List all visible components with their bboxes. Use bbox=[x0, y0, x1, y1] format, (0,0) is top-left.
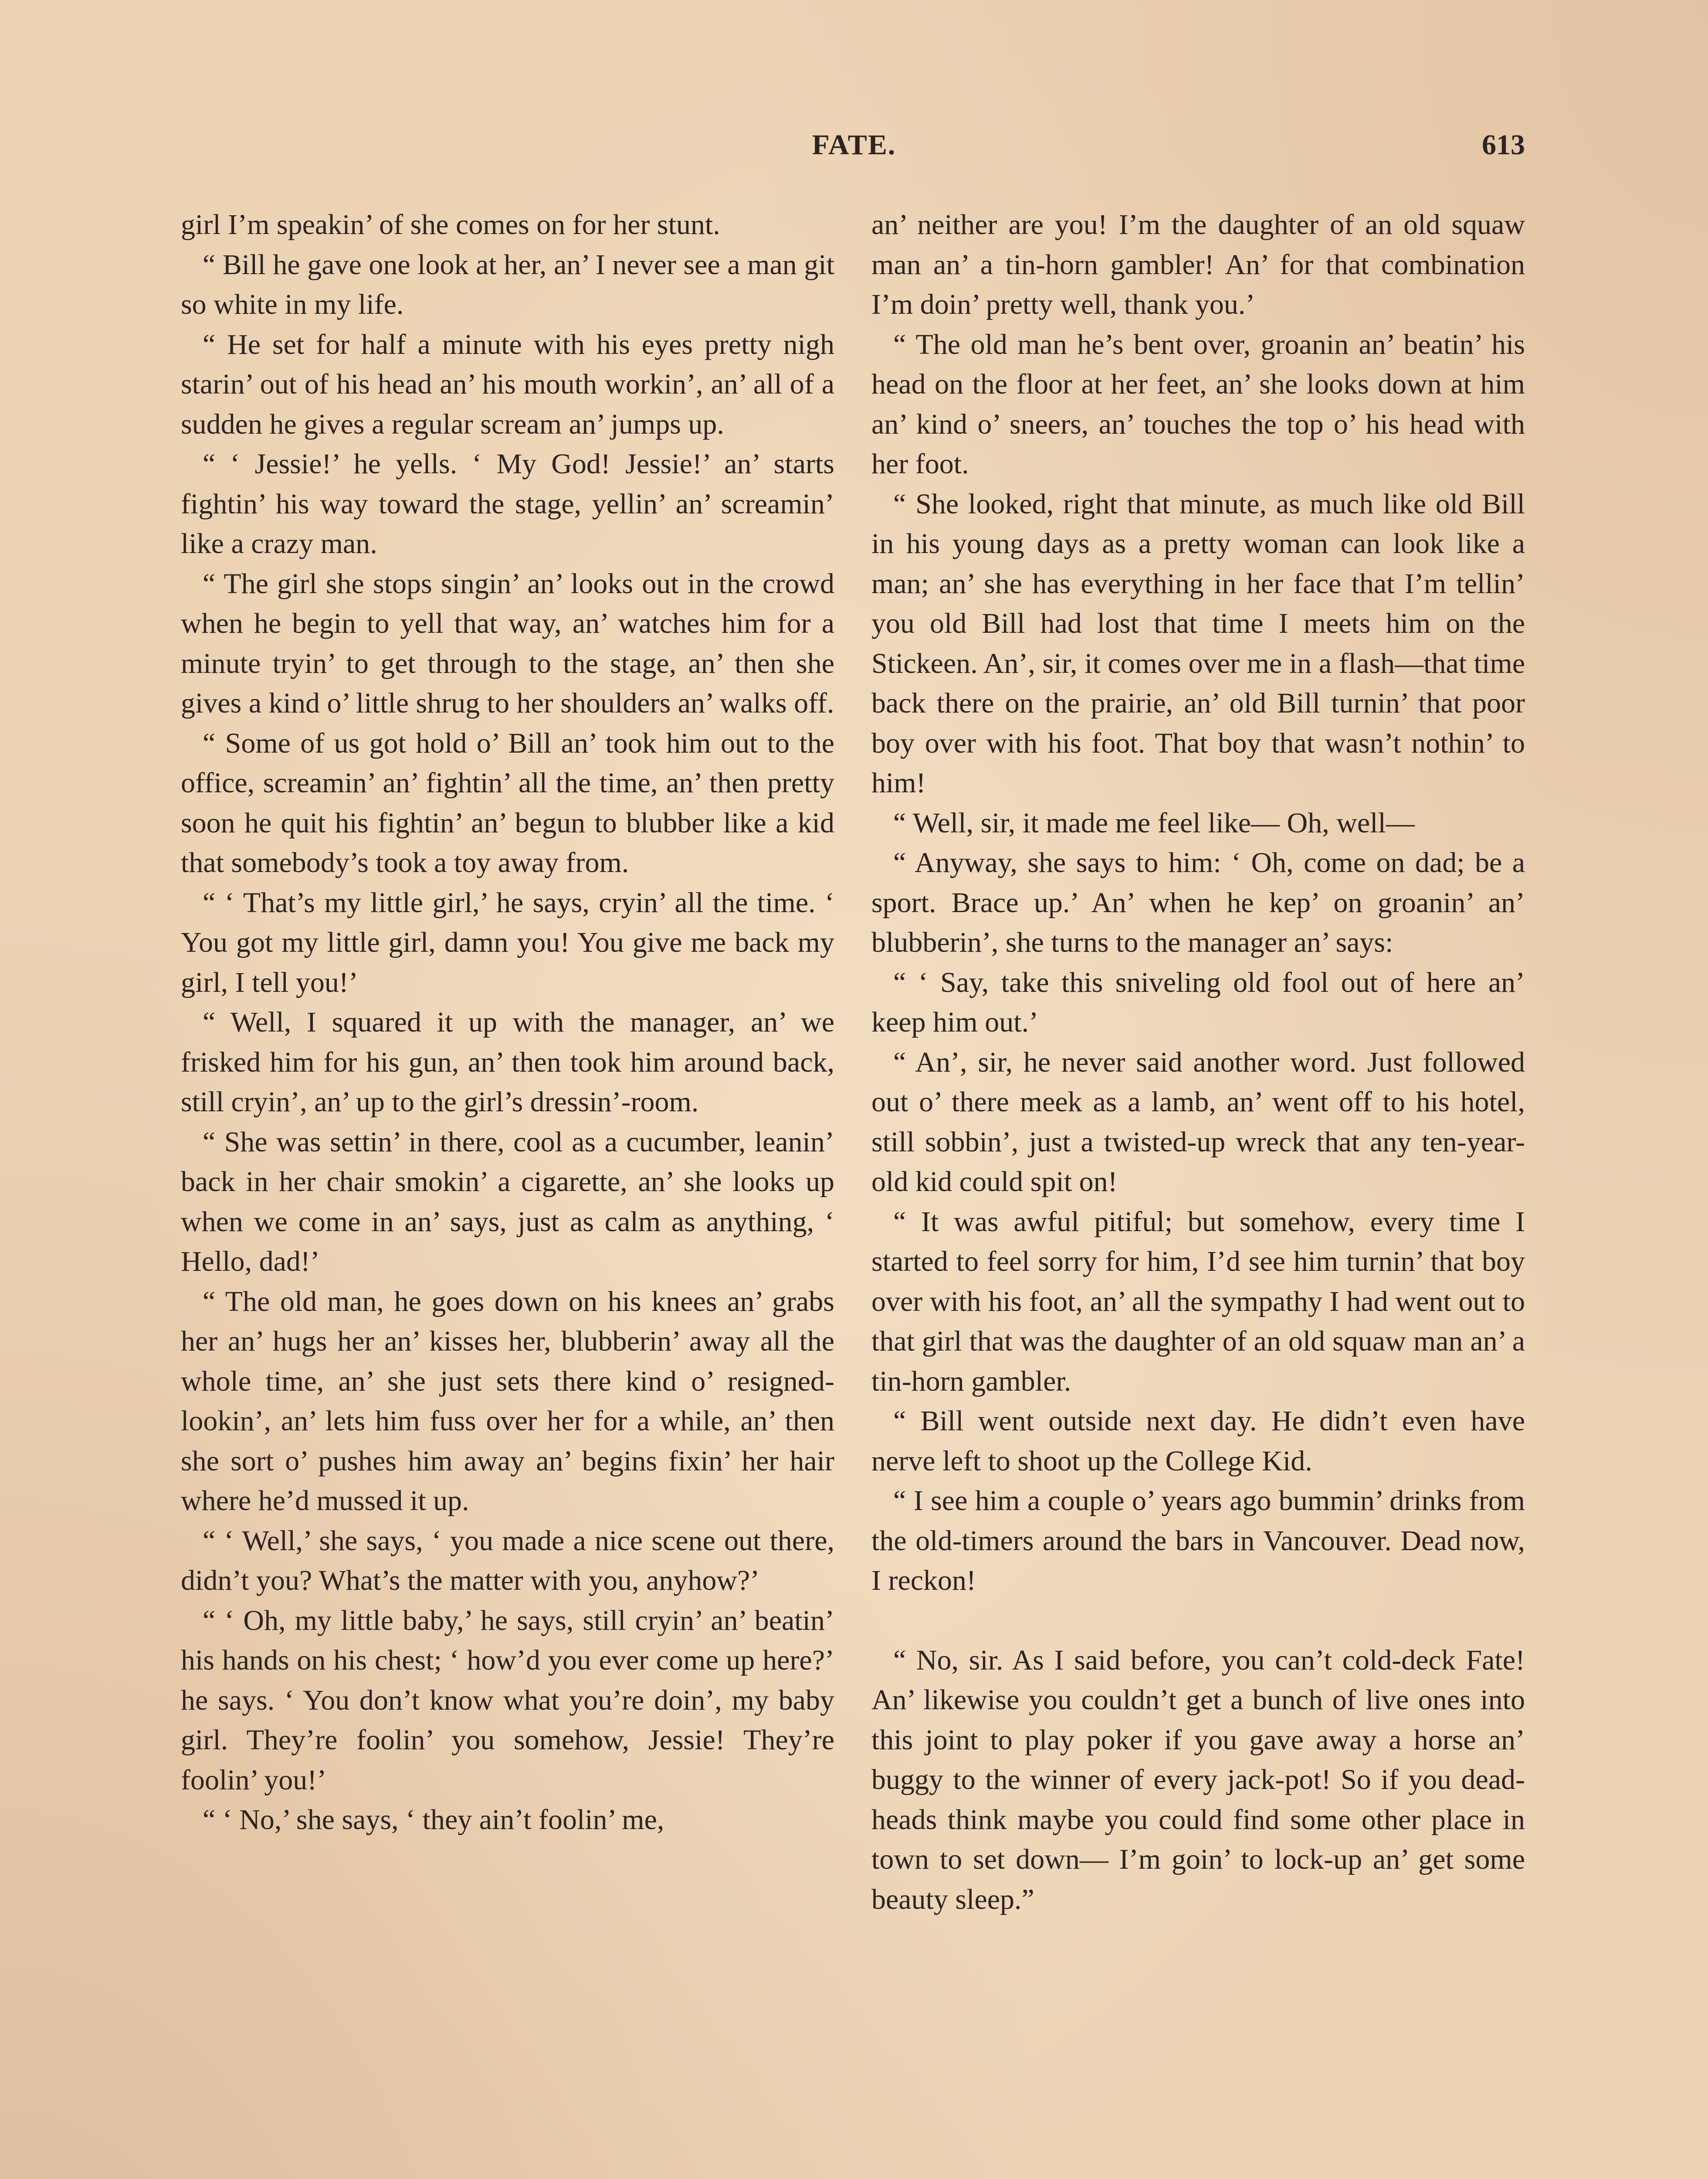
paragraph: an’ neither are you! I’m the daughter of an old squaw man an’ a tin-horn gambler! An’ for that combination I’m doin’ pretty well, thank you.’ bbox=[871, 209, 1525, 320]
paragraph: “ Well, I squared it up with the manager, an’ we frisked him for his gun, an’ then took him around back, still cryin’, an’ up to the girl’s dressin’-room. bbox=[181, 1006, 834, 1118]
paragraph: “ Some of us got hold o’ Bill an’ took him out to the office, screamin’ an’ fightin’ all the time, an’ then pretty soon he quit his fightin’ an’ begun to blubber like a kid that somebody’s took a toy away from. bbox=[181, 727, 834, 879]
paragraph: “ I see him a couple o’ years ago bummin’ drinks from the old-timers around the bars in Vancouver. Dead now, I reckon! bbox=[871, 1485, 1525, 1596]
paragraph: “ She was settin’ in there, cool as a cucumber, leanin’ back in her chair smokin’ a cigarette, an’ she looks up when we come in an’ says, just as calm as anything, ‘ Hello, dad!’ bbox=[181, 1126, 834, 1277]
paragraph: “ Bill went outside next day. He didn’t even have nerve left to shoot up the College Kid. bbox=[871, 1405, 1525, 1477]
paragraph: “ She looked, right that minute, as much like old Bill in his young days as a pretty woman can look like a man; an’ she has everything in her face that I’m tellin’ you old Bill had lost that time I meets him on the Stickeen. An’, sir, it comes over me in a flash—that time back there on the prairie, an’ old Bill turnin’ that poor boy over with his foot. That boy that wasn’t nothin’ to him! bbox=[871, 488, 1525, 799]
paragraph: “ Anyway, she says to him: ‘ Oh, come on dad; be a sport. Brace up.’ An’ when he kep’ on groanin’ an’ blubberin’, she turns to the manager an’ says: bbox=[871, 847, 1525, 958]
paragraph: “ ‘ No,’ she says, ‘ they ain’t foolin’ me, bbox=[203, 1804, 664, 1836]
paragraph: “ Well, sir, it made me feel like— Oh, well— bbox=[893, 807, 1415, 839]
paragraph: “ ‘ Say, take this sniveling old fool out of here an’ keep him out.’ bbox=[871, 966, 1525, 1038]
paragraph: “ ‘ Well,’ she says, ‘ you made a nice scene out there, didn’t you? What’s the matter with you, anyhow?’ bbox=[181, 1524, 834, 1596]
paragraph: “ An’, sir, he never said another word. Just followed out o’ there meek as a lamb, an’ went off to his hotel, still sobbin’, just a twisted-up wreck that any ten-year-old kid could spit on! bbox=[871, 1046, 1525, 1198]
paragraph: “ ‘ That’s my little girl,’ he says, cryin’ all the time. ‘ You got my little girl, damn you! You give me back my girl, I tell you!’ bbox=[181, 886, 834, 998]
paragraph: “ ‘ Jessie!’ he yells. ‘ My God! Jessie!’ an’ starts fightin’ his way toward the stage, yellin’ an’ screamin’ like a crazy man. bbox=[181, 448, 834, 560]
paragraph: “ The old man, he goes down on his knees an’ grabs her an’ hugs her an’ kisses her, blubberin’ away all the whole time, an’ she just sets there kind o’ resigned-lookin’, an’ lets him fuss over her for a while, an’ then she sort o’ pushes him away an’ begins fixin’ her hair where he’d mussed it up. bbox=[181, 1285, 834, 1517]
paragraph: “ He set for half a minute with his eyes pretty nigh starin’ out of his head an’ his mouth workin’, an’ all of a sudden he gives a regular scream an’ jumps up. bbox=[181, 328, 834, 440]
paragraph: “ No, sir. As I said before, you can’t cold-deck Fate! An’ likewise you couldn’t get a bunch of live ones into this joint to play poker if you gave away a horse an’ buggy to the winner of every jack-pot! So if you dead-heads think maybe you could find some other place in town to set down— I’m goin’ to lock-up an’ get some beauty sleep.” bbox=[871, 1644, 1525, 1915]
paragraph: “ Bill he gave one look at her, an’ I never see a man git so white in my life. bbox=[181, 248, 834, 320]
running-header-title: FATE. bbox=[812, 129, 896, 161]
left-text-column bbox=[181, 205, 834, 1840]
paragraph: “ ‘ Oh, my little baby,’ he says, still cryin’ an’ beatin’ his hands on his chest; ‘ how’d you ever come up here?’ he says. ‘ You don’t know what you’re doin’, my baby girl. They’re foolin’ you somehow, Jessie! They’re foolin’ you!’ bbox=[181, 1604, 834, 1796]
paragraph: “ It was awful pitiful; but somehow, every time I started to feel sorry for him, I’d see him turnin’ that boy over with his foot, an’ all the sympathy I had went out to that girl that was the daughter of an old squaw man an’ a tin-horn gambler. bbox=[871, 1205, 1525, 1397]
paragraph: girl I’m speakin’ of she comes on for her stunt. bbox=[181, 209, 720, 241]
page-number: 613 bbox=[1482, 129, 1525, 161]
paragraph: “ The old man he’s bent over, groanin an’ beatin’ his head on the floor at her feet, an’ she looks down at him an’ kind o’ sneers, an’ touches the top o’ his head with her foot. bbox=[871, 328, 1525, 480]
right-text-column bbox=[871, 205, 1525, 1919]
paragraph: “ The girl she stops singin’ an’ looks out in the crowd when he begin to yell that way, an’ watches him for a minute tryin’ to get through to the stage, an’ then she gives a kind o’ little shrug to her shoulders an’ walks off. bbox=[181, 567, 834, 719]
